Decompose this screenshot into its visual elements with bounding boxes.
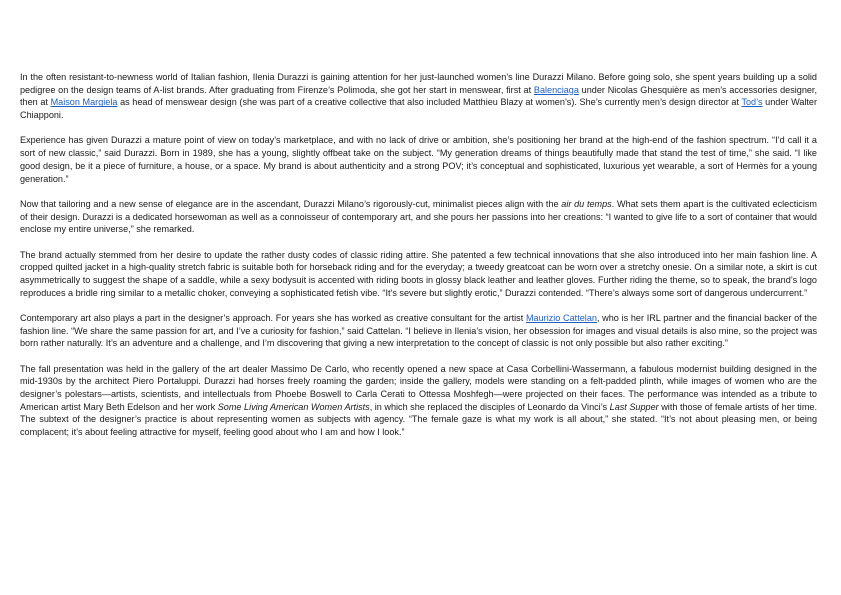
paragraph-3: Now that tailoring and a new sense of elegance are in the ascendant, Durazzi Milano’s rigorously-cut, minimalist pieces align with the air du temps. What sets them apart is the cultivated eclecticism of their design. Durazzi is a dedicated horsewoman as well as a connoisseur of contemporary art, and she pours her passions into her creations: “I wanted to give life to a sort of container that would enclose my entire universe,” she remarked. [20,198,817,235]
maison-margiela-link[interactable]: Maison Margiela [50,97,118,108]
italic-last-supper: Last Supper [609,401,659,412]
paragraph-5: Contemporary art also plays a part in the designer’s approach. For years she has worked as creative consultant for the artist Maurizio Cattelan, who is her IRL partner and the financial backer of the fashion line. “We share the same passion for art, and I’ve a curiosity for fashion,” said Cattelan. “I believe in Ilenia’s vision, her obsession for images and visual details is also mine, so the project was born rather naturally. It’s an adventure and a challenge, and I’m discovering that giving a new interpretation to the concept of classic is not only possible but also rather exciting.” [20,312,818,349]
italic-artwork-title: Some Living American Women Artists [217,401,370,412]
paragraph-2: Experience has given Durazzi a mature point of view on today’s marketplace, and with no lack of drive or ambition, she’s positioning her brand at the high-end of the fashion spectrum. “I’d call it a sort of new classic,” said Durazzi. Born in 1989, she has a young, slightly offbeat take on the subject. “My generation dreams of things beautifully made that stand the test of time,” she said. “I like good design, be it a piece of furniture, a house, or a space. My brand is about authenticity and a strong POV; it’s conceptual and sophisticated, luxurious yet wearable, a sort of Hermès for a young generation.” [20,135,817,184]
paragraph-1: In the often resistant-to-newness world of Italian fashion, Ilenia Durazzi is gaining attention for her just-launched women’s line Durazzi Milano. Before going solo, she spent years building up a solid pedigree on the design teams of A-list brands. After graduating from Firenze’s Polimoda, she got her start in menswear, first at Balenciaga under Nicolas Ghesquière as men’s accessories designer, then at Maison Margiela as head of menswear design (she was part of a creative collective that also included Matthieu Blazy at women’s). She’s currently men’s design director at Tod’s under Walter Chiapponi. [20,72,818,121]
maurizio-cattelan-link[interactable]: Maurizio Cattelan [525,312,597,323]
paragraph-4: The brand actually stemmed from her desire to update the rather dusty codes of classic riding attire. She patented a few technical innovations that she also introduced into her main fashion line. A cropped quilted jacket in a high-quality stretch fabric is suitable both for horseback riding and for the everyday; a tweedy greatcoat can be worn over a stretchy onesie. On a similar note, a skirt is cut asymmetrically to suggest the shape of a saddle, while a sexy bodysuit is accented with riding boots in glossy black leather and leather gloves. Further riding the theme, so to speak, the brand’s logo reproduces a bridle ring similar to a metallic choker, conveying a sophisticated fetish vibe. “It’s severe but slightly erotic,” Durazzi contended. “There’s always some sort of dangerous undercurrent.” [20,249,817,298]
paragraph-6: The fall presentation was held in the gallery of the art dealer Massimo De Carlo, who recently opened a new space at Casa Corbellini-Wassermann, a fabulous modernist building designed in the mid-1930s by the architect Piero Portaluppi. Durazzi had horses freely roaming the garden; inside the gallery, models were standing on a felt-padded plinth, while images of women who are the designer’s polestars—artists, scientists, and intellectuals from Phoebe Boswell to Carla Cerati to Ottessa Moshfegh—were projected on their faces. The performance was intended as a tribute to American artist Mary Beth Edelson and her work Some Living American Women Artists, in which she replaced the disciples of Leonardo da Vinci’s Last Supper with those of female artists of her time. The subtext of the designer’s practice is about representing women as subjects with agency. “The female gaze is what my work is all about,” she stated. “It’s not about pleasing men, or being complacent; it’s about feeling attractive for myself, feeling good about who I am and how I look.” [20,363,817,438]
document-body [20,71,817,451]
tods-link[interactable]: Tod’s [741,97,763,108]
balenciaga-link[interactable]: Balenciaga [533,84,579,95]
italic-air-du-temps: air du temps [561,198,612,209]
